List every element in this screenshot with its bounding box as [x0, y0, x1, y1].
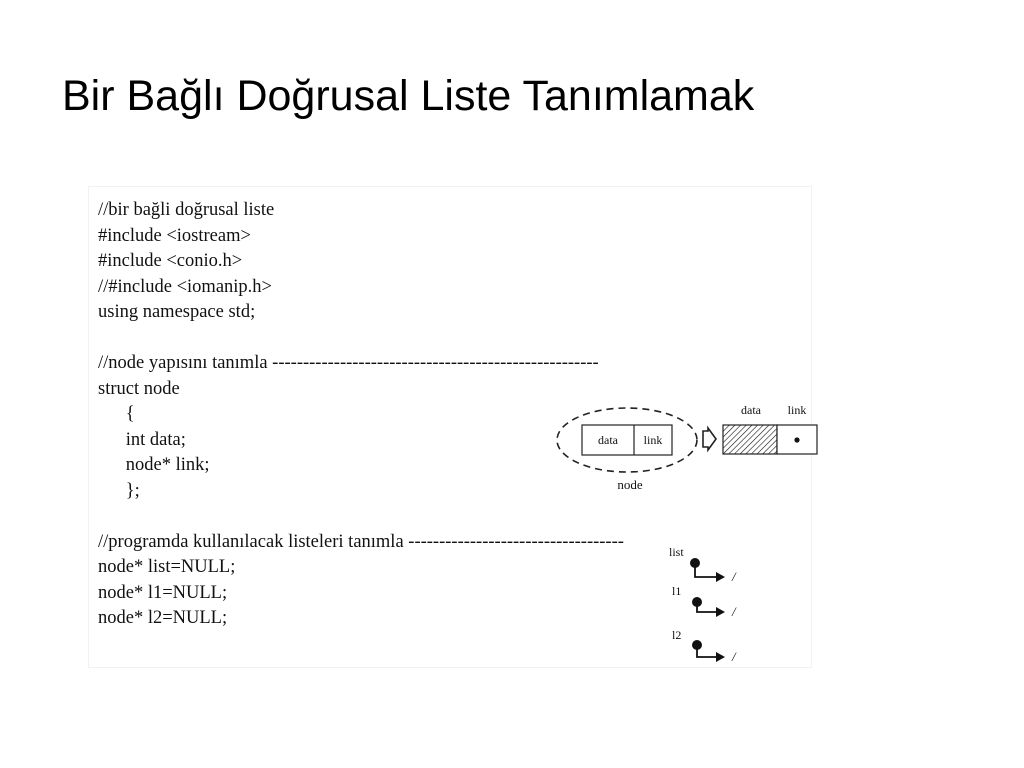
null-mark: / — [732, 604, 736, 619]
expanded-link-header: link — [787, 403, 807, 417]
code-line: using namespace std; — [98, 302, 256, 322]
code-line: node* list=NULL; — [98, 557, 236, 577]
code-line: { — [98, 404, 135, 424]
expanded-node-box — [723, 403, 817, 454]
null-mark: / — [732, 569, 736, 584]
pointer-list — [669, 545, 737, 584]
code-line: node* l2=NULL; — [98, 608, 228, 628]
code-line: struct node — [98, 378, 180, 399]
code-line: //bir bağli doğrusal liste — [98, 200, 275, 220]
slide-title: Bir Bağlı Doğrusal Liste Tanımlamak — [62, 72, 755, 120]
arrowhead-icon — [716, 607, 725, 617]
node-link-label: link — [643, 433, 663, 447]
pointer-l1 — [672, 584, 737, 619]
arrowhead-icon — [716, 572, 725, 582]
node-data-label: data — [598, 433, 618, 447]
null-mark: / — [732, 649, 736, 664]
node-caption: node — [617, 477, 643, 492]
code-line: #include <iostream> — [98, 225, 251, 246]
pointer-label: list — [669, 545, 684, 559]
pointer-l2 — [672, 628, 737, 664]
code-line: //#include <iomanip.h> — [98, 276, 272, 297]
hollow-arrow-icon — [703, 428, 716, 450]
expanded-data-header: data — [741, 403, 761, 417]
code-line: }; — [98, 480, 140, 501]
node-box — [582, 425, 672, 455]
code-line: int data; — [98, 429, 186, 450]
code-line: //node yapısını tanımla ----------------------------------------------------- — [98, 353, 599, 373]
pointer-label: l1 — [672, 584, 682, 598]
code-line: node* link; — [98, 455, 210, 475]
code-line: node* l1=NULL; — [98, 582, 228, 603]
pointer-label: l2 — [672, 628, 682, 642]
link-dot-icon — [794, 437, 799, 442]
code-line: #include <conio.h> — [98, 251, 243, 271]
arrowhead-icon — [716, 652, 725, 662]
code-line: //programda kullanılacak listeleri tanımla ----------------------------------- — [98, 531, 624, 552]
